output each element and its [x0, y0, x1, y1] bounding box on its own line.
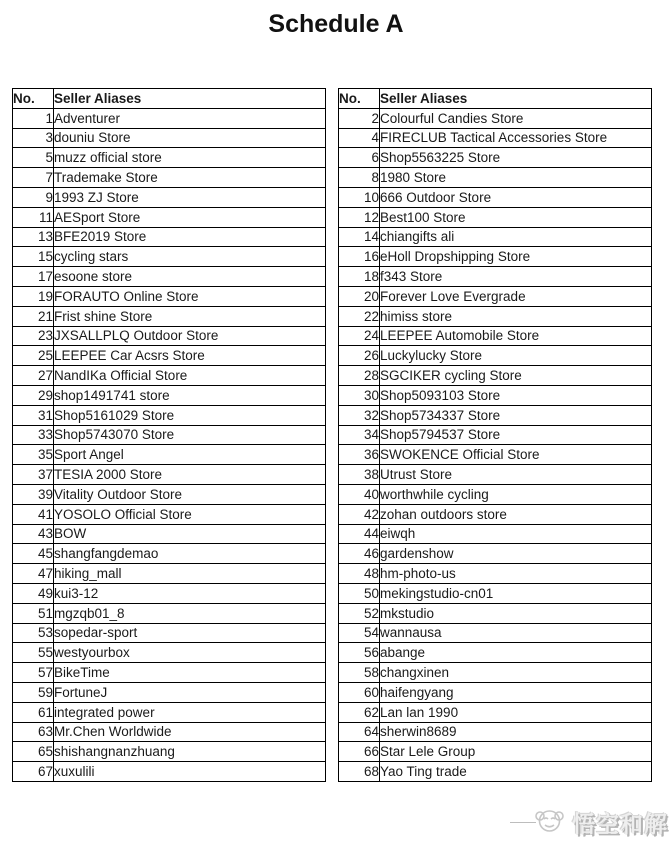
- row-number-cell: 38: [339, 465, 380, 485]
- table-row: [13, 544, 326, 564]
- row-number-cell: 44: [339, 524, 380, 544]
- table-row: [13, 267, 326, 287]
- row-number-cell: 67: [13, 762, 54, 782]
- row-number-cell: 19: [13, 286, 54, 306]
- table-row: [13, 168, 326, 188]
- table-row: [13, 445, 326, 465]
- row-number-cell: 20: [339, 286, 380, 306]
- table-row: [339, 187, 652, 207]
- table-row: [13, 187, 326, 207]
- row-number-cell: 34: [339, 425, 380, 445]
- row-number-cell: 29: [13, 385, 54, 405]
- table-row: [13, 524, 326, 544]
- seller-alias-cell: himiss store: [380, 306, 652, 326]
- seller-alias-cell: wannausa: [380, 623, 652, 643]
- row-number-cell: 50: [339, 583, 380, 603]
- seller-alias-cell: eHoll Dropshipping Store: [380, 247, 652, 267]
- row-number-cell: 59: [13, 682, 54, 702]
- seller-alias-cell: gardenshow: [380, 544, 652, 564]
- seller-alias-cell: integrated power: [54, 702, 326, 722]
- table-row: [13, 346, 326, 366]
- row-number-cell: 14: [339, 227, 380, 247]
- table-row: [13, 603, 326, 623]
- seller-alias-cell: sopedar-sport: [54, 623, 326, 643]
- seller-alias-cell: JXSALLPLQ Outdoor Store: [54, 326, 326, 346]
- seller-alias-cell: LEEPEE Car Acsrs Store: [54, 346, 326, 366]
- row-number-cell: 52: [339, 603, 380, 623]
- row-number-cell: 68: [339, 762, 380, 782]
- row-number-cell: 55: [13, 643, 54, 663]
- seller-alias-cell: mgzqb01_8: [54, 603, 326, 623]
- row-number-cell: 49: [13, 583, 54, 603]
- row-number-cell: 10: [339, 187, 380, 207]
- table-row: [339, 623, 652, 643]
- row-number-cell: 41: [13, 504, 54, 524]
- seller-table-right-body: [339, 108, 652, 781]
- table-row: [339, 583, 652, 603]
- seller-alias-cell: muzz official store: [54, 148, 326, 168]
- row-number-cell: 35: [13, 445, 54, 465]
- row-number-cell: 5: [13, 148, 54, 168]
- table-row: [339, 663, 652, 683]
- seller-alias-cell: BOW: [54, 524, 326, 544]
- table-row: [339, 524, 652, 544]
- row-number-cell: 30: [339, 385, 380, 405]
- table-row: [13, 425, 326, 445]
- row-number-cell: 63: [13, 722, 54, 742]
- row-number-cell: 56: [339, 643, 380, 663]
- table-row: [13, 742, 326, 762]
- row-number-cell: 32: [339, 405, 380, 425]
- row-number-cell: 37: [13, 465, 54, 485]
- row-number-cell: 2: [339, 108, 380, 128]
- table-row: [339, 267, 652, 287]
- table-row: [13, 385, 326, 405]
- seller-alias-cell: zohan outdoors store: [380, 504, 652, 524]
- table-row: [339, 326, 652, 346]
- table-row: [13, 247, 326, 267]
- row-number-cell: 1: [13, 108, 54, 128]
- table-row: [339, 564, 652, 584]
- seller-alias-cell: Forever Love Evergrade: [380, 286, 652, 306]
- table-row: [13, 465, 326, 485]
- seller-alias-cell: eiwqh: [380, 524, 652, 544]
- table-row: [13, 702, 326, 722]
- seller-alias-cell: shishangnanzhuang: [54, 742, 326, 762]
- seller-alias-cell: Yao Ting trade: [380, 762, 652, 782]
- table-row: [13, 207, 326, 227]
- table-row: [339, 168, 652, 188]
- table-row: [13, 286, 326, 306]
- seller-alias-cell: AESport Store: [54, 207, 326, 227]
- row-number-cell: 54: [339, 623, 380, 643]
- row-number-cell: 11: [13, 207, 54, 227]
- table-row: [13, 108, 326, 128]
- watermark: [510, 804, 668, 841]
- table-row: [339, 108, 652, 128]
- seller-alias-cell: Utrust Store: [380, 465, 652, 485]
- table-row: [339, 366, 652, 386]
- table-row: [339, 227, 652, 247]
- seller-alias-cell: shop1491741 store: [54, 385, 326, 405]
- seller-alias-cell: Frist shine Store: [54, 306, 326, 326]
- seller-alias-cell: TESIA 2000 Store: [54, 465, 326, 485]
- seller-alias-cell: westyourbox: [54, 643, 326, 663]
- row-number-cell: 65: [13, 742, 54, 762]
- seller-alias-cell: mkstudio: [380, 603, 652, 623]
- row-number-cell: 23: [13, 326, 54, 346]
- table-row: [339, 544, 652, 564]
- seller-alias-cell: 1993 ZJ Store: [54, 187, 326, 207]
- row-number-cell: 60: [339, 682, 380, 702]
- table-row: [339, 247, 652, 267]
- row-number-cell: 31: [13, 405, 54, 425]
- table-row: [339, 643, 652, 663]
- row-number-cell: 47: [13, 564, 54, 584]
- seller-alias-cell: mekingstudio-cn01: [380, 583, 652, 603]
- row-number-cell: 45: [13, 544, 54, 564]
- seller-alias-cell: haifengyang: [380, 682, 652, 702]
- seller-table-left-body: [13, 108, 326, 781]
- table-row: [13, 227, 326, 247]
- seller-alias-cell: hiking_mall: [54, 564, 326, 584]
- column-header-seller-aliases: Seller Aliases: [380, 89, 652, 109]
- row-number-cell: 57: [13, 663, 54, 683]
- seller-alias-cell: chiangifts ali: [380, 227, 652, 247]
- seller-alias-cell: NandIKa Official Store: [54, 366, 326, 386]
- seller-alias-cell: Vitality Outdoor Store: [54, 484, 326, 504]
- table-row: [13, 623, 326, 643]
- row-number-cell: 58: [339, 663, 380, 683]
- seller-alias-cell: Trademake Store: [54, 168, 326, 188]
- seller-alias-cell: LEEPEE Automobile Store: [380, 326, 652, 346]
- seller-alias-cell: 1980 Store: [380, 168, 652, 188]
- table-row: [339, 346, 652, 366]
- seller-alias-cell: changxinen: [380, 663, 652, 683]
- table-row: [13, 148, 326, 168]
- table-row: [339, 722, 652, 742]
- table-row: [13, 643, 326, 663]
- table-row: [339, 128, 652, 148]
- seller-alias-cell: kui3-12: [54, 583, 326, 603]
- row-number-cell: 42: [339, 504, 380, 524]
- table-row: [339, 702, 652, 722]
- table-row: [13, 504, 326, 524]
- seller-alias-cell: Shop5794537 Store: [380, 425, 652, 445]
- seller-alias-cell: Colourful Candies Store: [380, 108, 652, 128]
- seller-alias-cell: worthwhile cycling: [380, 484, 652, 504]
- watermark-text: 悟空和解: [572, 811, 668, 837]
- row-number-cell: 53: [13, 623, 54, 643]
- table-row: [339, 603, 652, 623]
- seller-table-left-header: [13, 89, 326, 109]
- table-row: [339, 465, 652, 485]
- table-row: [13, 405, 326, 425]
- seller-alias-cell: Lan lan 1990: [380, 702, 652, 722]
- seller-alias-cell: Shop5563225 Store: [380, 148, 652, 168]
- table-row: [13, 306, 326, 326]
- row-number-cell: 27: [13, 366, 54, 386]
- row-number-cell: 46: [339, 544, 380, 564]
- column-header-no: No.: [13, 89, 54, 109]
- seller-alias-cell: Mr.Chen Worldwide: [54, 722, 326, 742]
- seller-alias-cell: 666 Outdoor Store: [380, 187, 652, 207]
- seller-alias-cell: xuxulili: [54, 762, 326, 782]
- row-number-cell: 39: [13, 484, 54, 504]
- row-number-cell: 22: [339, 306, 380, 326]
- header-row: [339, 89, 652, 109]
- seller-alias-cell: shangfangdemao: [54, 544, 326, 564]
- seller-alias-cell: Luckylucky Store: [380, 346, 652, 366]
- row-number-cell: 24: [339, 326, 380, 346]
- seller-alias-cell: Shop5093103 Store: [380, 385, 652, 405]
- seller-alias-cell: cycling stars: [54, 247, 326, 267]
- table-row: [339, 207, 652, 227]
- seller-alias-cell: Star Lele Group: [380, 742, 652, 762]
- row-number-cell: 8: [339, 168, 380, 188]
- row-number-cell: 13: [13, 227, 54, 247]
- table-row: [13, 722, 326, 742]
- seller-alias-cell: Sport Angel: [54, 445, 326, 465]
- header-row: [13, 89, 326, 109]
- page-title: Schedule A: [268, 10, 404, 38]
- seller-alias-cell: SGCIKER cycling Store: [380, 366, 652, 386]
- seller-alias-cell: Shop5161029 Store: [54, 405, 326, 425]
- table-row: [13, 663, 326, 683]
- table-row: [13, 326, 326, 346]
- row-number-cell: 6: [339, 148, 380, 168]
- seller-alias-cell: Adventurer: [54, 108, 326, 128]
- row-number-cell: 18: [339, 267, 380, 287]
- row-number-cell: 62: [339, 702, 380, 722]
- seller-alias-cell: YOSOLO Official Store: [54, 504, 326, 524]
- row-number-cell: 28: [339, 366, 380, 386]
- table-row: [339, 425, 652, 445]
- row-number-cell: 64: [339, 722, 380, 742]
- seller-table-right-header: [339, 89, 652, 109]
- column-header-no: No.: [339, 89, 380, 109]
- row-number-cell: 3: [13, 128, 54, 148]
- seller-table-right: [338, 88, 652, 782]
- row-number-cell: 15: [13, 247, 54, 267]
- seller-alias-cell: esoone store: [54, 267, 326, 287]
- table-row: [13, 484, 326, 504]
- table-row: [339, 484, 652, 504]
- seller-alias-cell: Best100 Store: [380, 207, 652, 227]
- table-row: [339, 385, 652, 405]
- table-row: [13, 564, 326, 584]
- seller-alias-cell: SWOKENCE Official Store: [380, 445, 652, 465]
- row-number-cell: 40: [339, 484, 380, 504]
- row-number-cell: 43: [13, 524, 54, 544]
- row-number-cell: 17: [13, 267, 54, 287]
- seller-alias-cell: FORAUTO Online Store: [54, 286, 326, 306]
- table-row: [339, 504, 652, 524]
- monkey-logo-icon: [532, 804, 566, 841]
- table-row: [339, 306, 652, 326]
- row-number-cell: 12: [339, 207, 380, 227]
- seller-alias-cell: FIRECLUB Tactical Accessories Store: [380, 128, 652, 148]
- row-number-cell: 16: [339, 247, 380, 267]
- seller-alias-cell: sherwin8689: [380, 722, 652, 742]
- row-number-cell: 25: [13, 346, 54, 366]
- row-number-cell: 9: [13, 187, 54, 207]
- table-row: [339, 762, 652, 782]
- table-row: [339, 742, 652, 762]
- row-number-cell: 4: [339, 128, 380, 148]
- seller-alias-cell: douniu Store: [54, 128, 326, 148]
- seller-alias-cell: Shop5743070 Store: [54, 425, 326, 445]
- table-row: [339, 405, 652, 425]
- column-header-seller-aliases: Seller Aliases: [54, 89, 326, 109]
- watermark-line: [510, 822, 536, 823]
- seller-alias-cell: BFE2019 Store: [54, 227, 326, 247]
- seller-alias-cell: FortuneJ: [54, 682, 326, 702]
- table-row: [13, 682, 326, 702]
- seller-alias-cell: Shop5734337 Store: [380, 405, 652, 425]
- seller-alias-cell: abange: [380, 643, 652, 663]
- row-number-cell: 33: [13, 425, 54, 445]
- row-number-cell: 36: [339, 445, 380, 465]
- row-number-cell: 66: [339, 742, 380, 762]
- table-row: [339, 445, 652, 465]
- table-row: [339, 682, 652, 702]
- table-row: [13, 583, 326, 603]
- seller-alias-cell: hm-photo-us: [380, 564, 652, 584]
- row-number-cell: 51: [13, 603, 54, 623]
- seller-alias-cell: BikeTime: [54, 663, 326, 683]
- table-row: [339, 148, 652, 168]
- seller-table-left: [12, 88, 326, 782]
- row-number-cell: 61: [13, 702, 54, 722]
- row-number-cell: 21: [13, 306, 54, 326]
- row-number-cell: 7: [13, 168, 54, 188]
- table-row: [339, 286, 652, 306]
- table-row: [13, 762, 326, 782]
- table-row: [13, 366, 326, 386]
- table-row: [13, 128, 326, 148]
- row-number-cell: 26: [339, 346, 380, 366]
- row-number-cell: 48: [339, 564, 380, 584]
- seller-alias-cell: f343 Store: [380, 267, 652, 287]
